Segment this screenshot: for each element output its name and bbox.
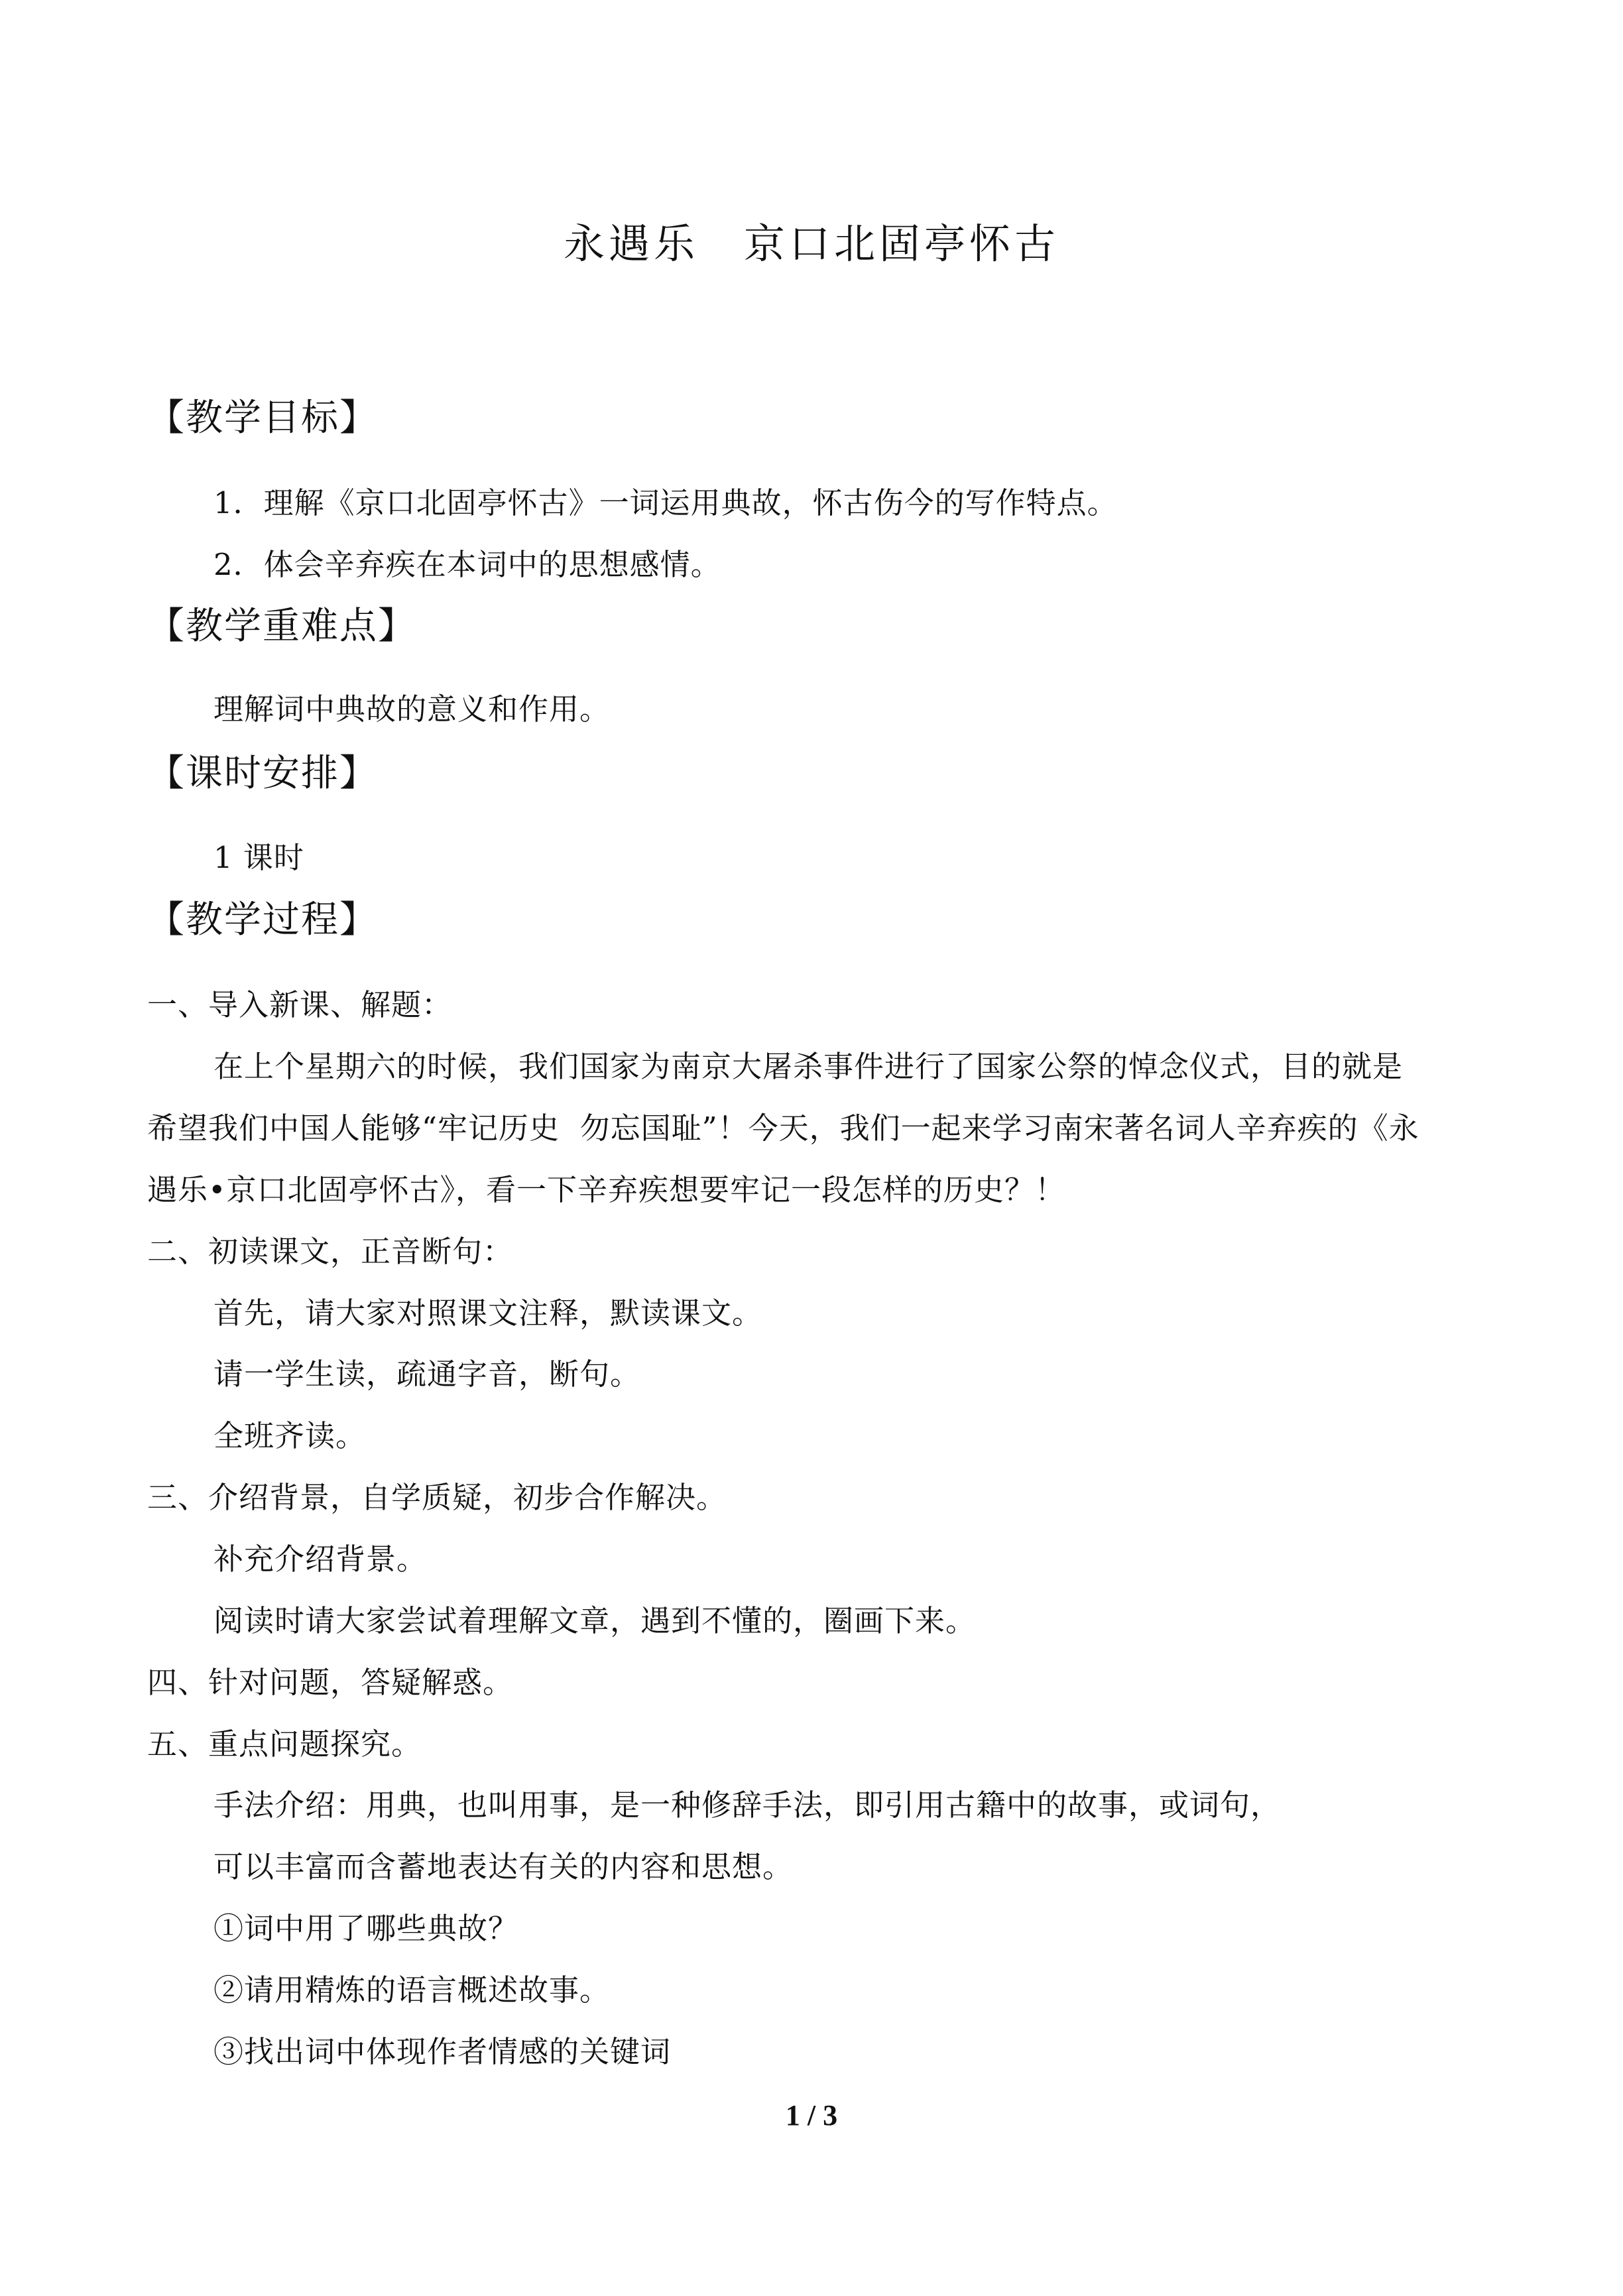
process-step-line: ②请用精炼的语言概述故事。 [213, 1972, 611, 2008]
schedule-text: 1 课时 [213, 840, 304, 875]
key-points-text: 理解词中典故的意义和作用。 [213, 692, 611, 727]
section-heading-schedule: 【课时安排】 [147, 752, 378, 795]
process-step-title: 三、介绍背景，自学质疑，初步合作解决。 [147, 1480, 727, 1515]
process-step-line: 请一学生读，疏通字音，断句。 [213, 1357, 641, 1392]
objective-item-2: 2．体会辛弃疾在本词中的思想感情。 [213, 547, 721, 582]
section-heading-process: 【教学过程】 [147, 898, 378, 941]
process-step-line: 希望我们中国人能够“牢记历史 勿忘国耻”！今天，我们一起来学习南宋著名词人辛弃疾的《永 [147, 1111, 1419, 1146]
objective-item-1: 1．理解《京口北固亭怀古》一词运用典故，怀古伤今的写作特点。 [213, 485, 1118, 520]
document-title: 永遇乐 京口北固亭怀古 [563, 219, 1059, 268]
page-number: 1 / 3 [785, 2099, 838, 2132]
process-step-line: 补充介绍背景。 [213, 1541, 428, 1577]
process-step-line: 手法介绍：用典，也叫用事，是一种修辞手法，即引用古籍中的故事，或词句， [213, 1787, 1282, 1823]
process-step-title: 四、针对问题，答疑解惑。 [147, 1665, 514, 1700]
process-step-line: 首先，请大家对照课文注释，默读课文。 [213, 1296, 763, 1331]
process-step-title: 二、初读课文，正音断句： [147, 1234, 514, 1269]
process-step-line: 在上个星期六的时候，我们国家为南京大屠杀事件进行了国家公祭的悼念仪式，目的就是 [213, 1049, 1404, 1084]
section-heading-objectives: 【教学目标】 [147, 396, 378, 440]
process-step-title: 五、重点问题探究。 [147, 1726, 422, 1762]
process-step-line: 遇乐•京口北固亭怀古》，看一下辛弃疾想要牢记一段怎样的历史？！ [147, 1172, 1066, 1207]
process-step-line: ①词中用了哪些典故？ [213, 1911, 519, 1946]
process-step-line: 阅读时请大家尝试着理解文章，遇到不懂的，圈画下来。 [213, 1603, 977, 1638]
process-step-title: 一、导入新课、解题： [147, 987, 453, 1022]
section-heading-key-points: 【教学重难点】 [147, 605, 416, 648]
process-step-line: 全班齐读。 [213, 1418, 367, 1453]
process-step-line: ③找出词中体现作者情感的关键词 [213, 2034, 672, 2069]
process-step-line: 可以丰富而含蓄地表达有关的内容和思想。 [213, 1849, 794, 1884]
